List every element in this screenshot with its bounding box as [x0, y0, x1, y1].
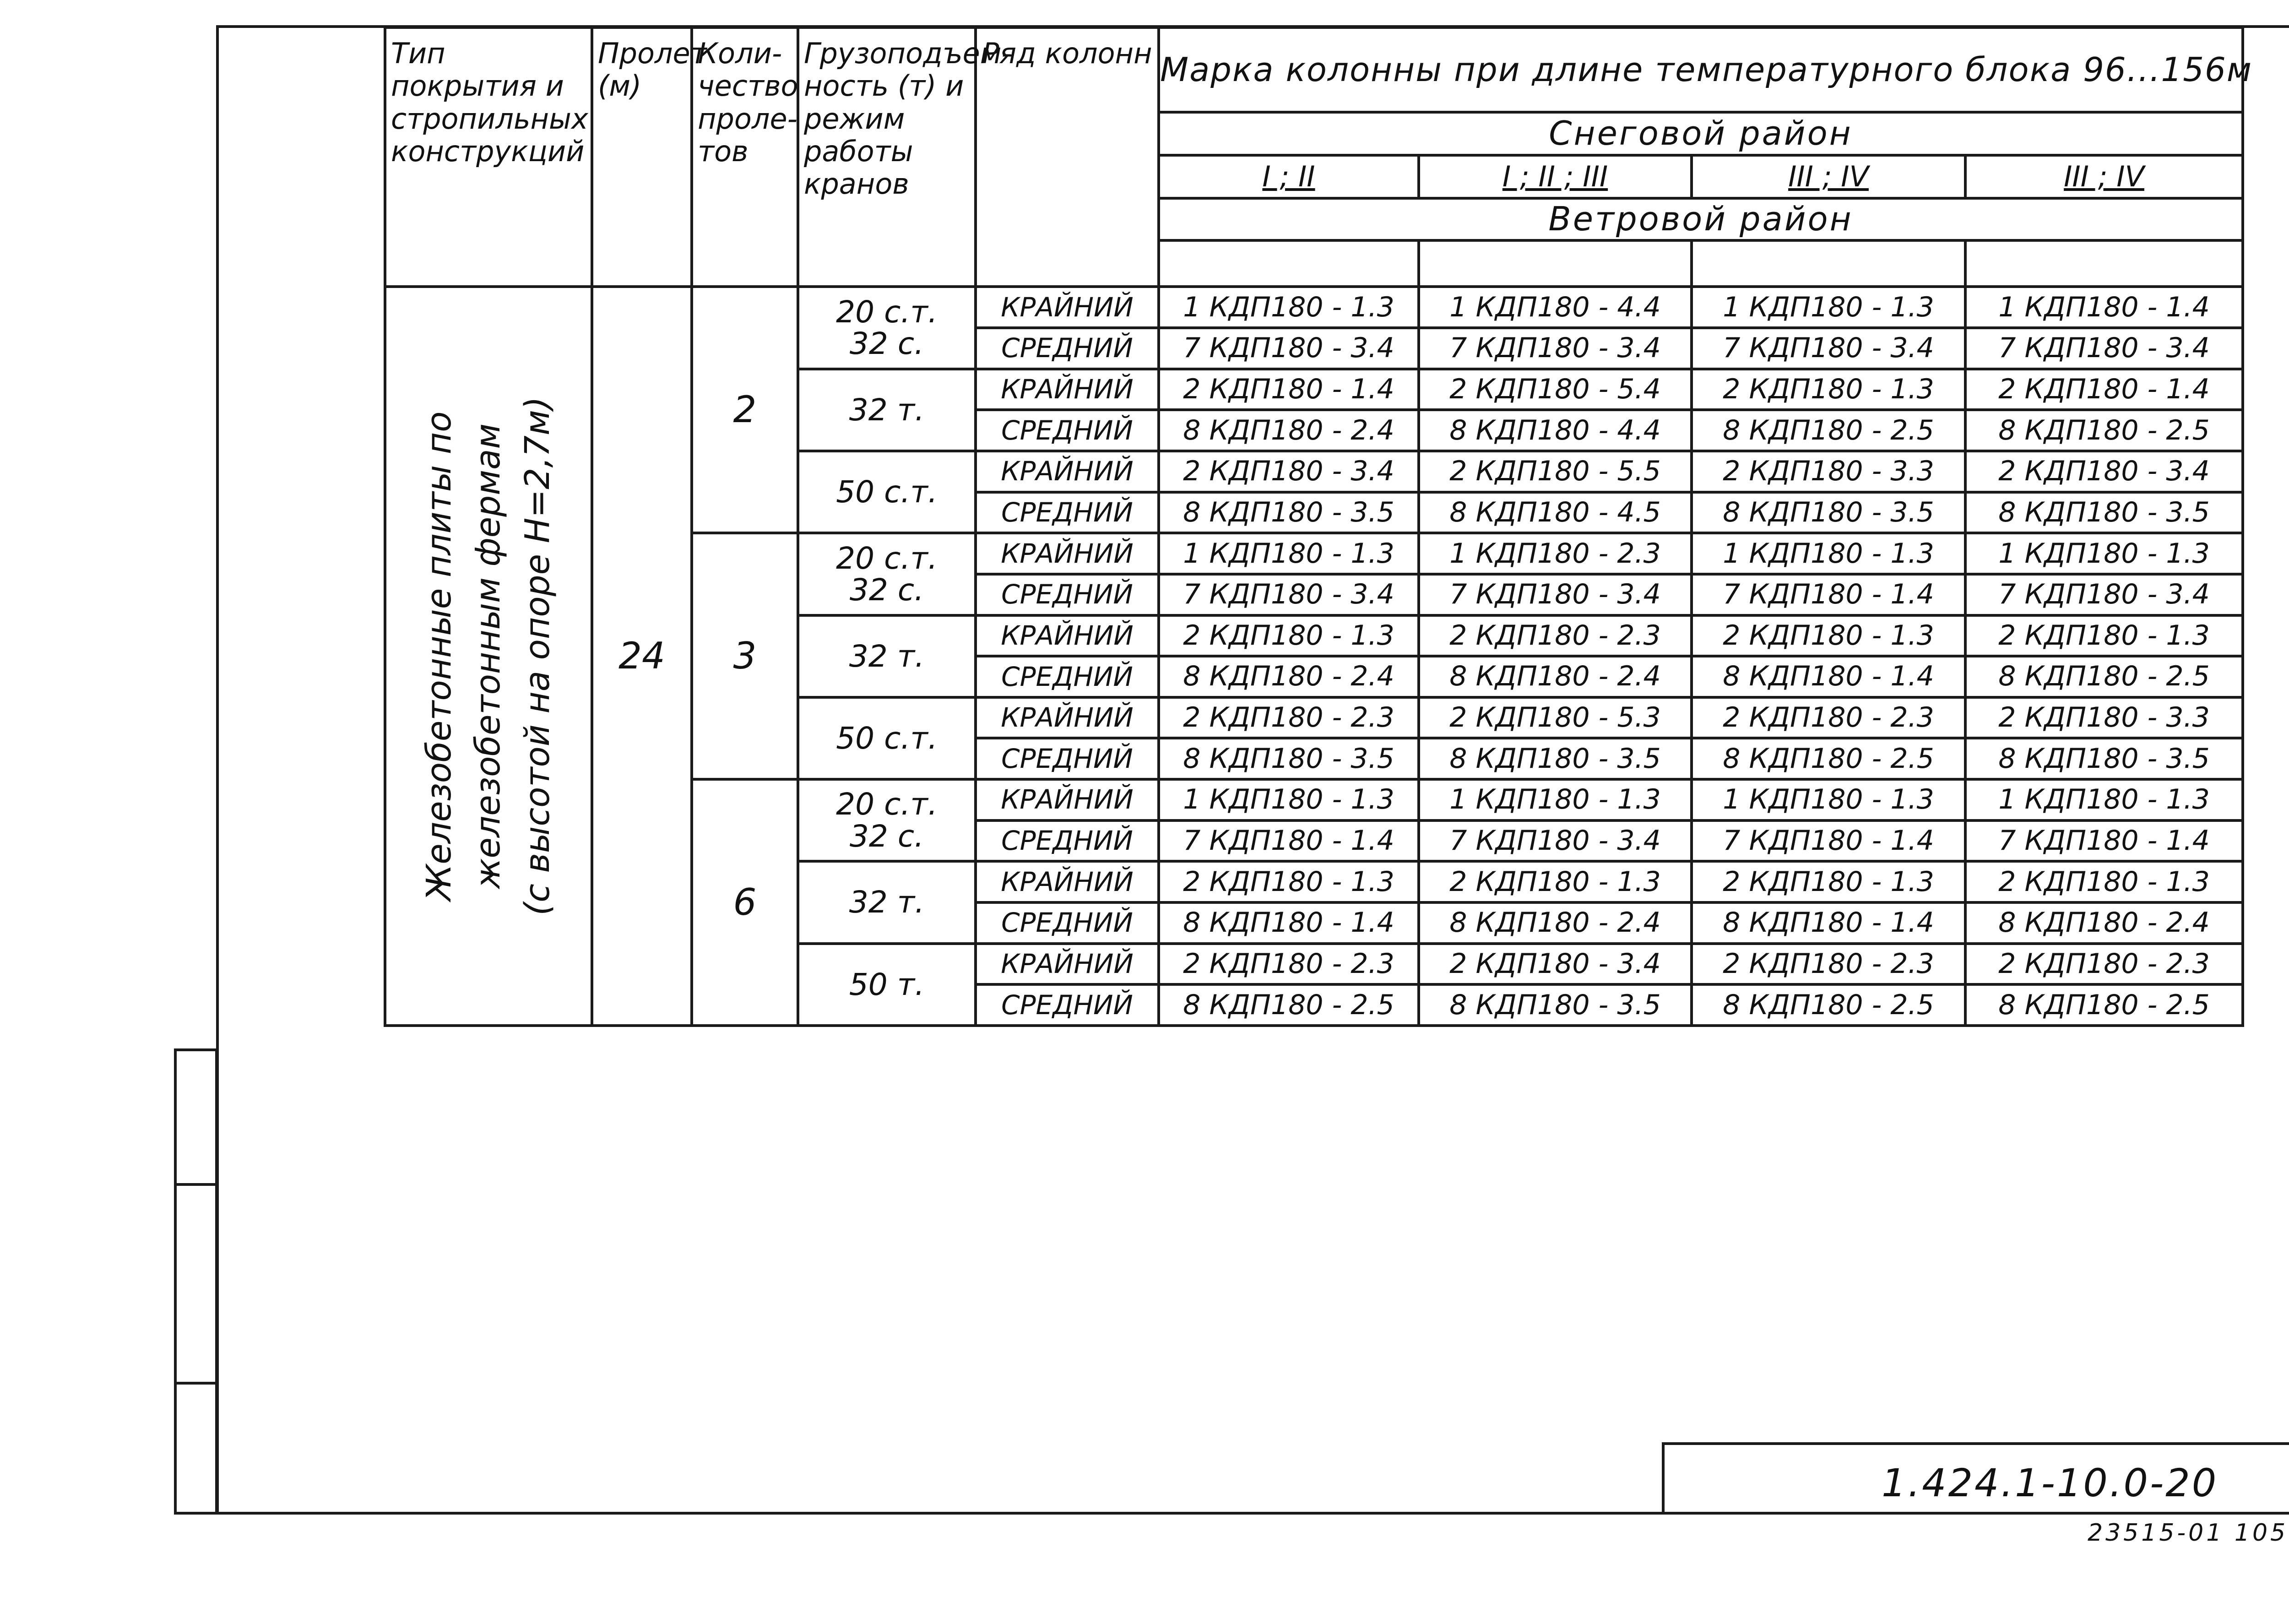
column-mark-cell: 8 КДП180 - 2.5 — [1159, 984, 1419, 1026]
column-mark-cell: 2 КДП180 - 5.4 — [1419, 369, 1692, 410]
header-wind-region: Ветровой район — [1159, 198, 2243, 240]
crane-load-label: 20 с.т. — [836, 540, 938, 576]
column-mark-cell: 2 КДП180 - 1.3 — [1159, 861, 1419, 902]
document-code: 1.424.1-10.0-20 — [1882, 1461, 2218, 1505]
column-mark-cell: 1 КДП180 - 1.3 — [1692, 779, 1965, 820]
column-mark-cell: 8 КДП180 - 3.5 — [1965, 492, 2243, 533]
column-mark-cell: 8 КДП180 - 2.5 — [1692, 738, 1965, 779]
column-mark-cell: 8 КДП180 - 2.5 — [1692, 984, 1965, 1026]
column-mark-cell: 7 КДП180 - 3.4 — [1419, 820, 1692, 862]
column-row-label: СРЕДНИЙ — [976, 738, 1159, 779]
crane-load-cell — [798, 615, 976, 697]
column-mark-cell: 1 КДП180 - 1.3 — [1965, 779, 2243, 820]
span-value: 24 — [592, 287, 692, 1026]
wind-col-1 — [1159, 240, 1419, 287]
footer-code: 23515-01 105 — [2088, 1519, 2289, 1547]
column-mark-cell: 2 КДП180 - 2.3 — [1159, 944, 1419, 985]
column-row-label: СРЕДНИЙ — [976, 656, 1159, 697]
column-mark-cell: 2 КДП180 - 2.3 — [1159, 697, 1419, 739]
column-mark-cell: 7 КДП180 - 3.4 — [1159, 328, 1419, 369]
column-mark-cell: 2 КДП180 - 2.3 — [1692, 944, 1965, 985]
column-mark-cell: 8 КДП180 - 3.5 — [1419, 738, 1692, 779]
roof-type-line: Железобетонные плиты по — [419, 411, 459, 901]
column-mark-cell: 1 КДП180 - 1.3 — [1965, 533, 2243, 574]
column-mark-cell: 2 КДП180 - 3.4 — [1965, 451, 2243, 492]
column-row-label: КРАЙНИЙ — [976, 697, 1159, 739]
crane-load-cell — [798, 533, 976, 615]
column-row-label: КРАЙНИЙ — [976, 451, 1159, 492]
header-span-count: Коли-чество проле-тов — [692, 27, 798, 287]
snow-col-4: III ; IV — [1965, 155, 2243, 198]
column-mark-cell: 8 КДП180 - 3.5 — [1692, 492, 1965, 533]
column-mark-cell: 2 КДП180 - 1.3 — [1692, 369, 1965, 410]
column-mark-cell: 8 КДП180 - 2.5 — [1965, 410, 2243, 451]
column-mark-cell: 8 КДП180 - 2.4 — [1965, 902, 2243, 944]
column-mark-cell: 8 КДП180 - 1.4 — [1159, 902, 1419, 944]
span-count-value: 2 — [692, 287, 798, 533]
column-mark-cell: 7 КДП180 - 3.4 — [1159, 574, 1419, 615]
column-mark-cell: 2 КДП180 - 1.3 — [1965, 861, 2243, 902]
column-mark-cell: 1 КДП180 - 1.3 — [1159, 287, 1419, 328]
column-row-label: КРАЙНИЙ — [976, 615, 1159, 657]
column-mark-cell: 2 КДП180 - 3.3 — [1692, 451, 1965, 492]
column-mark-cell: 1 КДП180 - 1.4 — [1965, 287, 2243, 328]
column-mark-cell: 2 КДП180 - 5.5 — [1419, 451, 1692, 492]
crane-load-label: 32 т. — [849, 638, 925, 674]
column-mark-cell: 7 КДП180 - 1.4 — [1692, 820, 1965, 862]
column-mark-cell: 8 КДП180 - 1.4 — [1692, 656, 1965, 697]
column-mark-cell: 1 КДП180 - 4.4 — [1419, 287, 1692, 328]
roof-type-text — [415, 397, 562, 916]
snow-col-3: III ; IV — [1692, 155, 1965, 198]
margin-box-3 — [174, 1382, 218, 1515]
column-mark-cell: 2 КДП180 - 2.3 — [1419, 615, 1692, 657]
column-mark-cell: 7 КДП180 - 1.4 — [1692, 574, 1965, 615]
column-mark-cell: 8 КДП180 - 4.4 — [1419, 410, 1692, 451]
column-mark-cell: 1 КДП180 - 2.3 — [1419, 533, 1692, 574]
column-mark-cell: 8 КДП180 - 2.4 — [1159, 410, 1419, 451]
column-mark-cell: 8 КДП180 - 2.5 — [1965, 656, 2243, 697]
wind-col-4 — [1965, 240, 2243, 287]
crane-load-label: 20 с.т. — [836, 787, 938, 822]
crane-load-label: 32 т. — [849, 392, 925, 428]
column-mark-cell: 7 КДП180 - 3.4 — [1965, 574, 2243, 615]
column-mark-cell: 1 КДП180 - 1.3 — [1419, 779, 1692, 820]
column-row-label: СРЕДНИЙ — [976, 984, 1159, 1026]
column-mark-cell: 1 КДП180 - 1.3 — [1692, 533, 1965, 574]
column-mark-cell: 8 КДП180 - 2.5 — [1965, 984, 2243, 1026]
margin-box-2 — [174, 1183, 218, 1385]
column-mark-cell: 2 КДП180 - 3.4 — [1419, 944, 1692, 985]
column-mark-cell: 7 КДП180 - 1.4 — [1159, 820, 1419, 862]
crane-load-cell — [798, 697, 976, 779]
crane-load-label: 50 с.т. — [836, 474, 938, 510]
column-mark-cell: 8 КДП180 - 3.5 — [1965, 738, 2243, 779]
crane-load-label: 32 с. — [849, 326, 924, 362]
crane-load-label: 50 с.т. — [836, 720, 938, 756]
column-mark-cell: 7 КДП180 - 1.4 — [1965, 820, 2243, 862]
crane-load-cell — [798, 861, 976, 943]
column-marks-table — [384, 26, 2253, 1027]
crane-load-cell — [798, 287, 976, 369]
table-row — [385, 287, 2243, 328]
crane-load-label: 32 т. — [849, 885, 925, 920]
column-mark-cell: 8 КДП180 - 2.4 — [1159, 656, 1419, 697]
column-mark-cell: 7 КДП180 - 3.4 — [1419, 328, 1692, 369]
column-mark-cell: 2 КДП180 - 3.3 — [1965, 697, 2243, 739]
column-row-label: СРЕДНИЙ — [976, 574, 1159, 615]
column-row-label: СРЕДНИЙ — [976, 328, 1159, 369]
snow-col-1: I ; II — [1159, 155, 1419, 198]
crane-load-cell — [798, 779, 976, 861]
snow-col-2: I ; II ; III — [1419, 155, 1692, 198]
column-mark-cell: 2 КДП180 - 5.3 — [1419, 697, 1692, 739]
column-mark-cell: 7 КДП180 - 3.4 — [1965, 328, 2243, 369]
column-mark-cell: 8 КДП180 - 4.5 — [1419, 492, 1692, 533]
column-mark-cell: 8 КДП180 - 2.5 — [1692, 410, 1965, 451]
column-mark-cell: 2 КДП180 - 1.3 — [1159, 615, 1419, 657]
header-column-mark: Марка колонны при длине температурного блока 96...156м — [1159, 27, 2243, 112]
column-row-label: КРАЙНИЙ — [976, 861, 1159, 902]
column-mark-cell: 2 КДП180 - 1.3 — [1692, 615, 1965, 657]
header-roof-type: Тип покрытия и стропильных конструкций — [385, 27, 592, 287]
column-mark-cell: 2 КДП180 - 3.4 — [1159, 451, 1419, 492]
column-mark-cell: 8 КДП180 - 3.5 — [1419, 984, 1692, 1026]
column-mark-cell: 8 КДП180 - 1.4 — [1692, 902, 1965, 944]
column-row-label: СРЕДНИЙ — [976, 820, 1159, 862]
crane-load-cell — [798, 944, 976, 1026]
column-mark-cell: 1 КДП180 - 1.3 — [1159, 779, 1419, 820]
column-row-label: КРАЙНИЙ — [976, 944, 1159, 985]
column-mark-cell: 8 КДП180 - 2.4 — [1419, 902, 1692, 944]
header-crane-load: Грузоподъем-ность (т) и режим работы кранов — [798, 27, 976, 287]
crane-load-label: 20 с.т. — [836, 294, 938, 330]
roof-type-line: (с высотой на опоре Н=2,7м) — [517, 396, 557, 916]
wind-col-2 — [1419, 240, 1692, 287]
column-mark-cell: 8 КДП180 - 3.5 — [1159, 738, 1419, 779]
column-mark-cell: 7 КДП180 - 3.4 — [1419, 574, 1692, 615]
crane-load-cell — [798, 369, 976, 451]
column-row-label: КРАЙНИЙ — [976, 533, 1159, 574]
column-mark-cell: 2 КДП180 - 2.3 — [1692, 697, 1965, 739]
crane-load-label: 32 с. — [849, 572, 924, 608]
header-column-row: Ряд колонн — [976, 27, 1159, 287]
column-row-label: КРАЙНИЙ — [976, 369, 1159, 410]
span-count-value: 3 — [692, 533, 798, 779]
table-body — [385, 287, 2243, 1026]
column-mark-cell: 2 КДП180 - 1.3 — [1965, 615, 2243, 657]
span-count-value: 6 — [692, 779, 798, 1026]
roof-type-cell — [385, 287, 592, 1026]
column-row-label: КРАЙНИЙ — [976, 779, 1159, 820]
header-snow-region: Снеговой район — [1159, 112, 2243, 155]
column-row-label: КРАЙНИЙ — [976, 287, 1159, 328]
column-mark-cell: 2 КДП180 - 1.3 — [1692, 861, 1965, 902]
column-mark-cell: 7 КДП180 - 3.4 — [1692, 328, 1965, 369]
margin-box-1 — [174, 1048, 218, 1186]
column-row-label: СРЕДНИЙ — [976, 902, 1159, 944]
column-mark-cell: 1 КДП180 - 1.3 — [1692, 287, 1965, 328]
column-mark-cell: 8 КДП180 - 2.4 — [1419, 656, 1692, 697]
column-mark-cell: 1 КДП180 - 1.3 — [1159, 533, 1419, 574]
column-mark-cell: 2 КДП180 - 1.3 — [1419, 861, 1692, 902]
crane-load-label: 32 с. — [849, 818, 924, 854]
column-mark-cell: 2 КДП180 - 1.4 — [1159, 369, 1419, 410]
column-mark-cell: 2 КДП180 - 2.3 — [1965, 944, 2243, 985]
crane-load-label: 50 т. — [849, 967, 925, 1002]
column-mark-cell: 2 КДП180 - 1.4 — [1965, 369, 2243, 410]
column-mark-cell: 8 КДП180 - 3.5 — [1159, 492, 1419, 533]
crane-load-cell — [798, 451, 976, 533]
wind-col-3 — [1692, 240, 1965, 287]
column-row-label: СРЕДНИЙ — [976, 410, 1159, 451]
column-row-label: СРЕДНИЙ — [976, 492, 1159, 533]
header-span: Пролет (м) — [592, 27, 692, 287]
roof-type-line: железобетонным фермам — [468, 423, 508, 889]
